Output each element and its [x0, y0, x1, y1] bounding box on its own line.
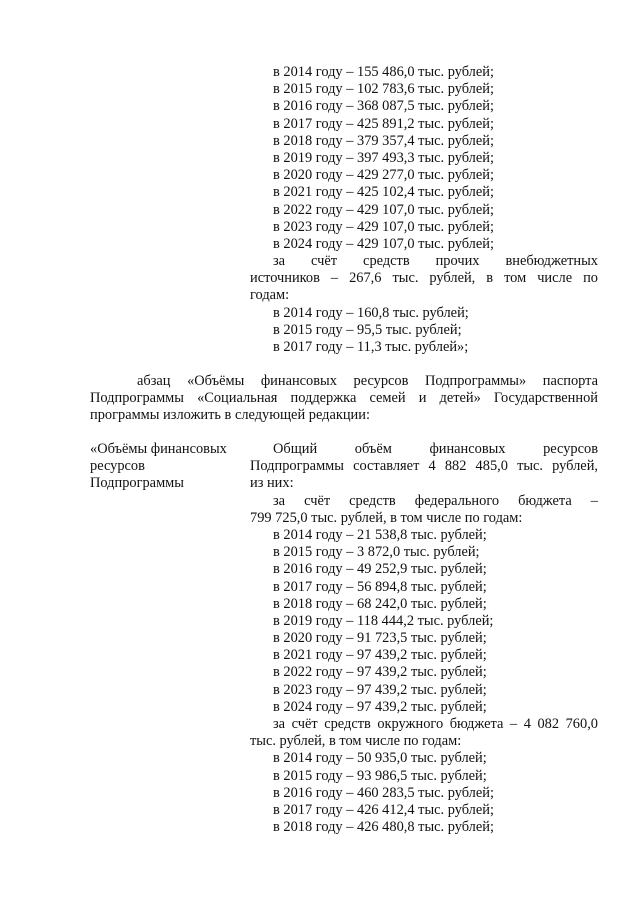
district-line: за счёт средств окружного бюджета – 4 082 760,0 [273, 716, 598, 732]
federal-year-line: в 2019 году – 118 444,2 тыс. рублей; [273, 612, 494, 629]
table-left-label [90, 441, 240, 493]
total-line: Подпрограммы составляет 4 882 485,0 тыс. рублей, [250, 458, 598, 475]
label-line: ресурсов [90, 458, 145, 475]
district-line: тыс. рублей, в том числе по годам: [250, 733, 462, 750]
federal-line: 799 725,0 тыс. рублей, в том числе по годам: [250, 509, 523, 526]
total-line: из них: [250, 475, 294, 492]
other-sources-line: за счёт средств прочих внебюджетных [273, 253, 598, 270]
other-year-line: в 2015 году – 95,5 тыс. рублей; [273, 321, 462, 338]
other-year-line: в 2014 году – 160,8 тыс. рублей; [273, 304, 469, 321]
federal-year-line: в 2023 году – 97 439,2 тыс. рублей; [273, 681, 487, 698]
paragraph-line: Подпрограммы «Социальная поддержка семей и детей» Государственной [90, 390, 598, 407]
district-year-line: в 2017 году – 426 412,4 тыс. рублей; [273, 801, 494, 818]
year-line: в 2016 году – 368 087,5 тыс. рублей; [273, 98, 494, 115]
federal-year-line: в 2017 году – 56 894,8 тыс. рублей; [273, 578, 487, 595]
year-line: в 2021 году – 425 102,4 тыс. рублей; [273, 184, 494, 201]
federal-year-line: в 2014 году – 21 538,8 тыс. рублей; [273, 526, 487, 543]
year-line: в 2018 году – 379 357,4 тыс. рублей; [273, 132, 494, 149]
year-line: в 2023 году – 429 107,0 тыс. рублей; [273, 218, 494, 235]
district-year-line: в 2018 году – 426 480,8 тыс. рублей; [273, 819, 494, 836]
year-line: в 2024 году – 429 107,0 тыс. рублей; [273, 235, 494, 252]
year-line: в 2020 году – 429 277,0 тыс. рублей; [273, 167, 494, 184]
federal-year-line: в 2020 году – 91 723,5 тыс. рублей; [273, 630, 487, 647]
label-line: «Объёмы финансовых [90, 441, 227, 457]
top-funding-list [250, 64, 598, 356]
instruction-paragraph [90, 373, 598, 425]
federal-line: за счёт средств федерального бюджета – [273, 492, 598, 509]
federal-year-line: в 2016 году – 49 252,9 тыс. рублей; [273, 561, 487, 578]
paragraph-line: программы изложить в следующей редакции: [90, 407, 370, 424]
district-year-line: в 2016 году – 460 283,5 тыс. рублей; [273, 784, 494, 801]
year-line: в 2017 году – 425 891,2 тыс. рублей; [273, 115, 494, 132]
district-year-line: в 2014 году – 50 935,0 тыс. рублей; [273, 750, 487, 767]
district-year-line: в 2015 году – 93 986,5 тыс. рублей; [273, 767, 487, 784]
year-line: в 2015 году – 102 783,6 тыс. рублей; [273, 81, 494, 98]
other-year-line: в 2017 году – 11,3 тыс. рублей»; [273, 339, 469, 355]
other-sources-line: источников – 267,6 тыс. рублей, в том числе по [250, 270, 598, 287]
label-line: Подпрограммы [90, 475, 184, 492]
federal-year-line: в 2021 году – 97 439,2 тыс. рублей; [273, 647, 487, 664]
other-sources-line: годам: [250, 287, 290, 304]
federal-year-line: в 2024 году – 97 439,2 тыс. рублей; [273, 698, 487, 715]
total-line: Общий объём финансовых ресурсов [273, 441, 598, 457]
year-line: в 2022 году – 429 107,0 тыс. рублей; [273, 201, 494, 218]
year-line: в 2019 году – 397 493,3 тыс. рублей; [273, 149, 494, 166]
federal-year-line: в 2022 году – 97 439,2 тыс. рублей; [273, 664, 487, 681]
table-right-content [250, 441, 598, 836]
federal-year-line: в 2015 году – 3 872,0 тыс. рублей; [273, 544, 480, 561]
federal-year-line: в 2018 году – 68 242,0 тыс. рублей; [273, 595, 487, 612]
paragraph-line: абзац «Объёмы финансовых ресурсов Подпрограммы» паспорта [137, 373, 598, 389]
year-line: в 2014 году – 155 486,0 тыс. рублей; [273, 64, 494, 80]
